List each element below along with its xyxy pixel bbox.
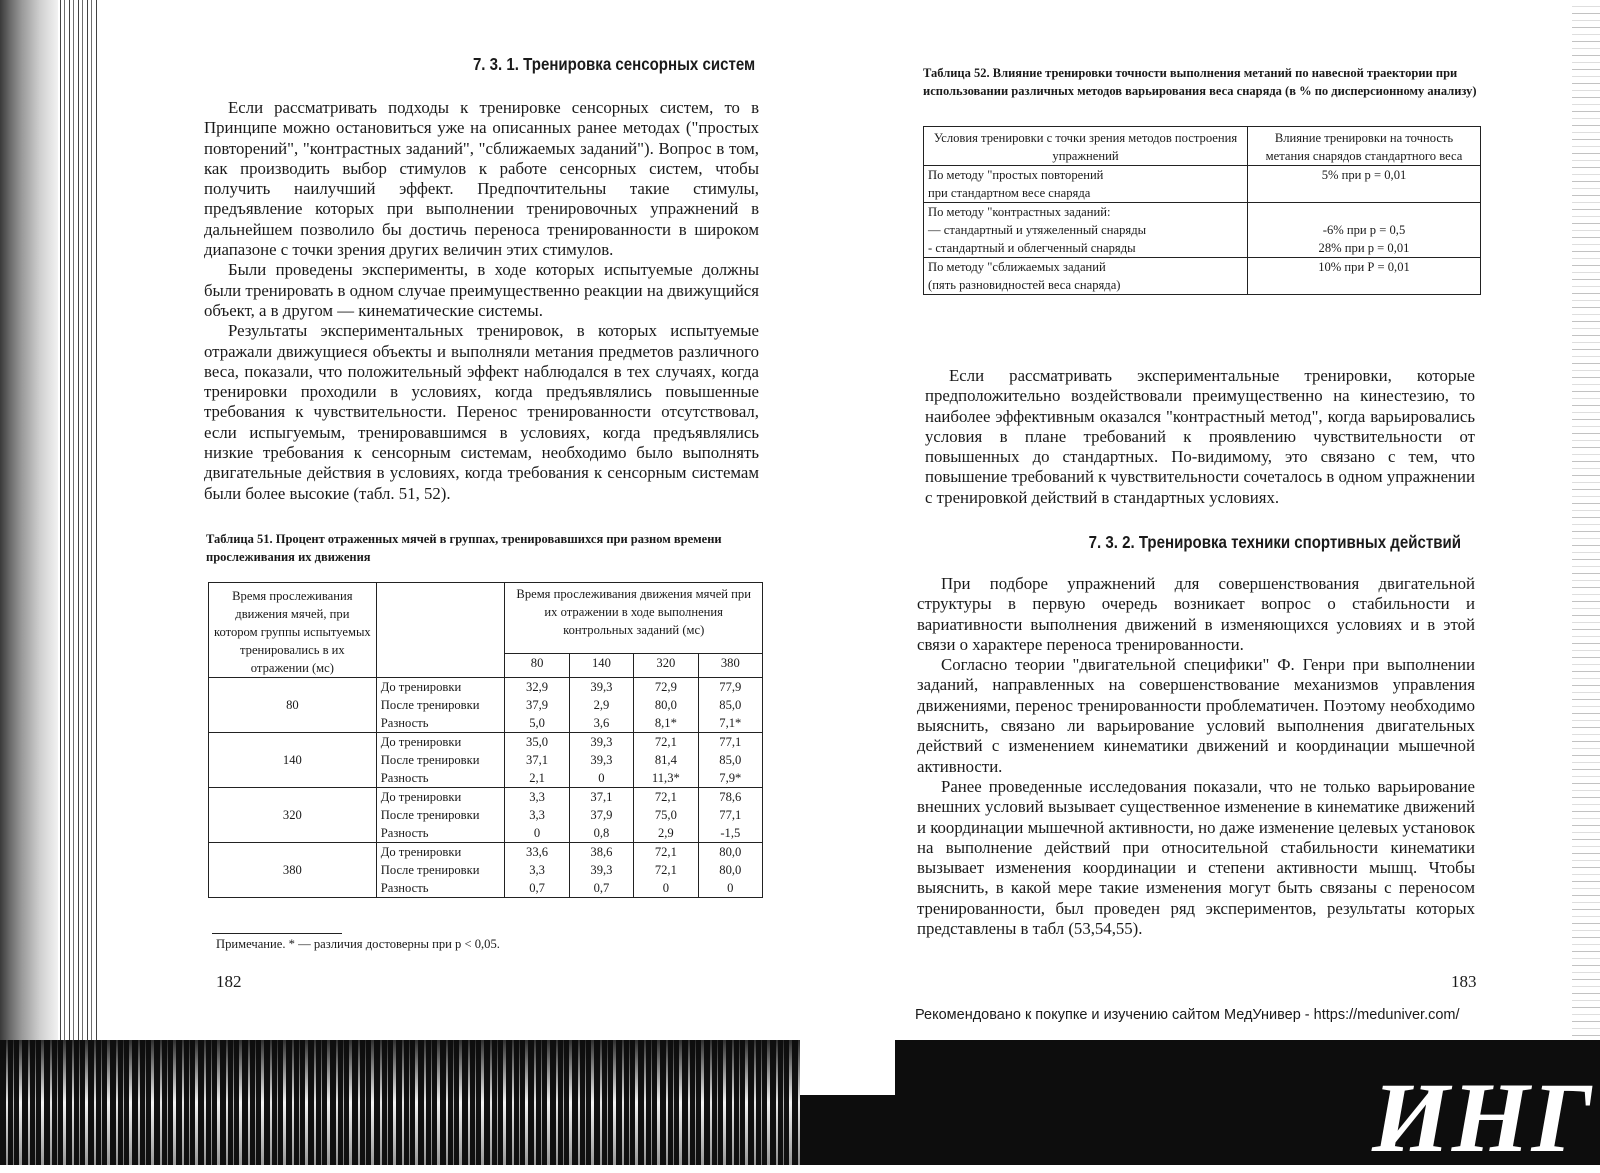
- row-labels: До тренировки После тренировки Разность: [376, 843, 505, 898]
- group-time: 80: [209, 678, 377, 733]
- table-row: 140 До тренировки После тренировки Разность 35,0 37,1 2,1 39,3 39,3 0 72,1 81,4 11,3* 77,1 85,0 7,9*: [209, 733, 763, 788]
- table-51: [208, 582, 763, 898]
- footer-recommendation-link[interactable]: Рекомендовано к покупке и изучению сайтом МедУнивер - https://meduniver.com/: [915, 1007, 1460, 1023]
- table-row: По методу "контрастных заданий: — стандартный и утяжеленный снаряды - стандартный и облегченный снаряды -6% при р = 0,5 28% при р = 0,01: [924, 203, 1481, 258]
- right-body-top: [925, 366, 1475, 508]
- row-labels: До тренировки После тренировки Разность: [376, 678, 505, 733]
- group-time: 140: [209, 733, 377, 788]
- table-row: 320 До тренировки После тренировки Разность 3,3 3,3 0 37,1 37,9 0,8 72,1 75,0 2,9 78,6 77,1 -1,5: [209, 788, 763, 843]
- column-header: 140: [569, 654, 633, 678]
- paragraph: Ранее проведенные исследования показали, что не только варьирование внешних условий вызывает существенное изменение в кинематике движений и координации мышечной активности, но даже изменение целевых установок на выполнение действий при относительной стабильности кинематики вызывает изменения координации и степени активности мышц. Чтобы выяснить, в какой мере такие изменения могут быть связаны с переносом тренированности, был проведен ряд экспериментов, результаты которых представлены в табл (53,54,55).: [917, 776, 1475, 939]
- column-header: 80: [505, 654, 569, 678]
- table52-header-right: Влияние тренировки на точность метания снарядов стандартного веса: [1248, 127, 1481, 166]
- table-52: [923, 126, 1481, 295]
- row-labels: До тренировки После тренировки Разность: [376, 733, 505, 788]
- column-header: 380: [698, 654, 762, 678]
- scan-stamp-text: ИНГ: [1372, 1062, 1594, 1173]
- scan-bottom-band: [0, 1040, 1600, 1173]
- table52-caption: Таблица 52. Влияние тренировки точности выполнения метаний по навесной траектории при использовании различных методов варьирования веса снаряда (в % по дисперсионному анализу): [923, 66, 1477, 98]
- paragraph: Если рассматривать экспериментальные тренировки, которые предположительно воздействовали преимущественно на кинестезию, то наиболее эффективным оказался "контрастный метод", когда варьировались условия в плане требований к проявлению чувствительности от повышенных до стандартных. По-видимому, это связано с тем, что повышение требований к чувствительности сочеталось в одном упражнении с тренировкой действий в стандартных условиях.: [925, 366, 1475, 507]
- paragraph: Согласно теории "двигательной специфики" Ф. Генри при выполнении заданий, направленных на совершенствование механизмов управления движениями, перенос тренированности проблематичен. Поэтому необходимо выяснить, связано ли варьирование условий выполнения двигательных действий с изменением кинематики движений и координации мышечной активности.: [917, 655, 1475, 776]
- paragraph: Если рассматривать подходы к тренировке сенсорных систем, то в Принципе можно остановиться уже на описанных ранее методах ("простых повторений", "контрастных заданий", "сближаемых заданий"). Вопрос в том, как производить выбор стимулов к работе сенсорных систем, чтобы получить наилучший эффект. Предпочтительны такие стимулы, предъявление которых при выполнении тренировочных упражнений в дальнейшем позволило бы достичь переноса тренированности в широком диапазоне с точки зрения других величин этих стимулов.: [204, 98, 759, 260]
- section-heading-731: 7. 3. 1. Тренировка сенсорных систем: [472, 54, 755, 74]
- paragraph: Результаты экспериментальных тренировок, в которых испытуемые отражали движущиеся объекты и выполняли метания предметов различного веса, показали, что положительный эффект наблюдался в тех случаях, когда тренировки проходили в условиях, когда предъявлялись повышенные требования к чувствительности. Перенос тренированности отсутствовал, если испыгуемым, тренировавшимся в условиях, когда предъявлялись низкие требования к сенсорным системам, необходимо было выполнять двигательные действия в условиях, когда требования к сенсорным системам были более высокие (табл. 51, 52).: [204, 321, 759, 503]
- table51-caption: Таблица 51. Процент отраженных мячей в группах, тренировавшихся при разном времени прослеживания их движения: [206, 532, 722, 564]
- table51-header-right: Время прослеживания движения мячей при их отражении в ходе выполнения контрольных заданий (мс): [505, 583, 763, 654]
- row-labels: До тренировки После тренировки Разность: [376, 788, 505, 843]
- table-row: 80 До тренировки После тренировки Разность 32,9 37,9 5,0 39,3 2,9 3,6 72,9 80,0 8,1* 77,9 85,0 7,1*: [209, 678, 763, 733]
- table-row: По методу "сближаемых заданий (пять разновидностей веса снаряда) 10% при Р = 0,01: [924, 258, 1481, 295]
- paragraph: Были проведены эксперименты, в ходе которых испытуемые должны были тренировать в одном случае преимущественно реакции на движущийся объект, а в другом — кинематические системы.: [204, 260, 759, 320]
- section-heading-732: 7. 3. 2. Тренировка техники спортивных действий: [1088, 532, 1461, 552]
- left-body-text: [204, 98, 759, 504]
- group-time: 380: [209, 843, 377, 898]
- table-row: По методу "простых повторений при стандартном весе снаряда 5% при р = 0,01: [924, 166, 1481, 203]
- page-number: 182: [216, 972, 242, 991]
- right-body-text: [917, 574, 1475, 939]
- column-header: 320: [634, 654, 698, 678]
- table51-header-left: Время прослеживания движения мячей, при котором группы испытуемых тренировались в их отражении (мс): [209, 583, 377, 678]
- table-row: 380 До тренировки После тренировки Разность 33,6 3,3 0,7 38,6 39,3 0,7 72,1 72,1 0 80,0 80,0 0: [209, 843, 763, 898]
- note-rule: [212, 933, 342, 934]
- table52-header-left: Условия тренировки с точки зрения методов построения упражнений: [924, 127, 1248, 166]
- table51-note: Примечание. * — различия достоверны при р < 0,05.: [216, 937, 500, 951]
- page-number: 183: [1451, 972, 1477, 991]
- group-time: 320: [209, 788, 377, 843]
- paragraph: При подборе упражнений для совершенствования двигательной структуры в первую очередь возникает вопрос о стабильности и вариативности выполнения движений в изменяющихся условиях и в этой связи о характере переноса тренированности.: [917, 574, 1475, 654]
- scan-edge-left: [0, 0, 100, 1165]
- scan-edge-right: [1572, 0, 1600, 1060]
